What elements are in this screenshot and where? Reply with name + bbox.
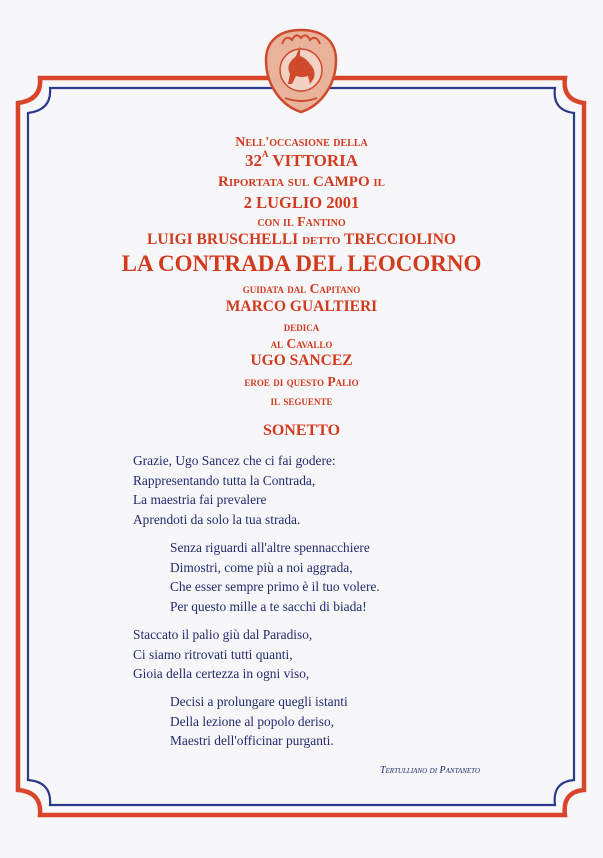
victory-suffix: A (261, 149, 269, 159)
poem-line: Aprendoti da solo la tua strada. (133, 511, 301, 527)
jockey-line: LUIGI BRUSCHELLI detto TRECCIOLINO (147, 231, 456, 248)
captain-intro-line: guidata dal Capitano (242, 281, 361, 296)
stanza-4 (170, 692, 348, 751)
victory-line (0, 151, 603, 171)
seguente-line: il seguente (270, 393, 333, 408)
poem-line: Ci siamo ritrovati tutti quanti, (133, 646, 293, 662)
dedica-line: dedica (283, 319, 320, 334)
poem-line: Gioia della certezza in ogni viso, (133, 666, 310, 681)
eroe-line: eroe di questo Palio (244, 374, 359, 389)
horse-name: UGO SANCEZ (250, 352, 353, 369)
cavallo-line: al Cavallo (270, 336, 333, 351)
stanza-2 (170, 538, 380, 616)
unicorn-crest-icon (266, 30, 336, 112)
contrada-title: LA CONTRADA DEL LEOCORNO (121, 251, 482, 276)
poem-line: Per questo mille a te sacchi di biada! (170, 598, 367, 614)
poem-line: Grazie, Ugo Sancez che ci fai godere: (133, 453, 336, 468)
poem-line: Decisi a prolungare quegli istanti (170, 694, 348, 709)
occasion-line: Nell'occasione della (235, 135, 368, 150)
poem-line: Staccato il palio giù dal Paradiso, (133, 627, 313, 642)
poem-line: Dimostri, come più a noi aggrada, (170, 559, 353, 575)
fantino-line: con il Fantino (257, 215, 346, 230)
author-signature: Tertulliano di Pantaneto (379, 765, 481, 776)
stanza-1 (133, 451, 336, 529)
victory-number: 32 (244, 151, 262, 170)
captain-name: MARCO GUALTIERI (225, 298, 378, 315)
poem-line: Senza riguardi all'altre spennacchiere (170, 540, 370, 555)
poem-line: Della lezione al popolo deriso, (170, 713, 334, 729)
poem-line: Rappresentando tutta la Contrada, (133, 472, 316, 488)
poem-line: Che esser sempre primo è il tuo volere. (170, 579, 380, 594)
victory-word: VITTORIA (272, 151, 359, 170)
poem-line: Maestri dell'officinar purganti. (170, 733, 334, 748)
poem-line: La maestria fai prevalere (133, 492, 267, 507)
sonnet-title: SONETTO (262, 422, 341, 439)
stanza-3 (133, 625, 312, 684)
date-line: 2 LUGLIO 2001 (243, 193, 360, 212)
campo-line: Riportata sul CAMPO il (218, 174, 385, 190)
